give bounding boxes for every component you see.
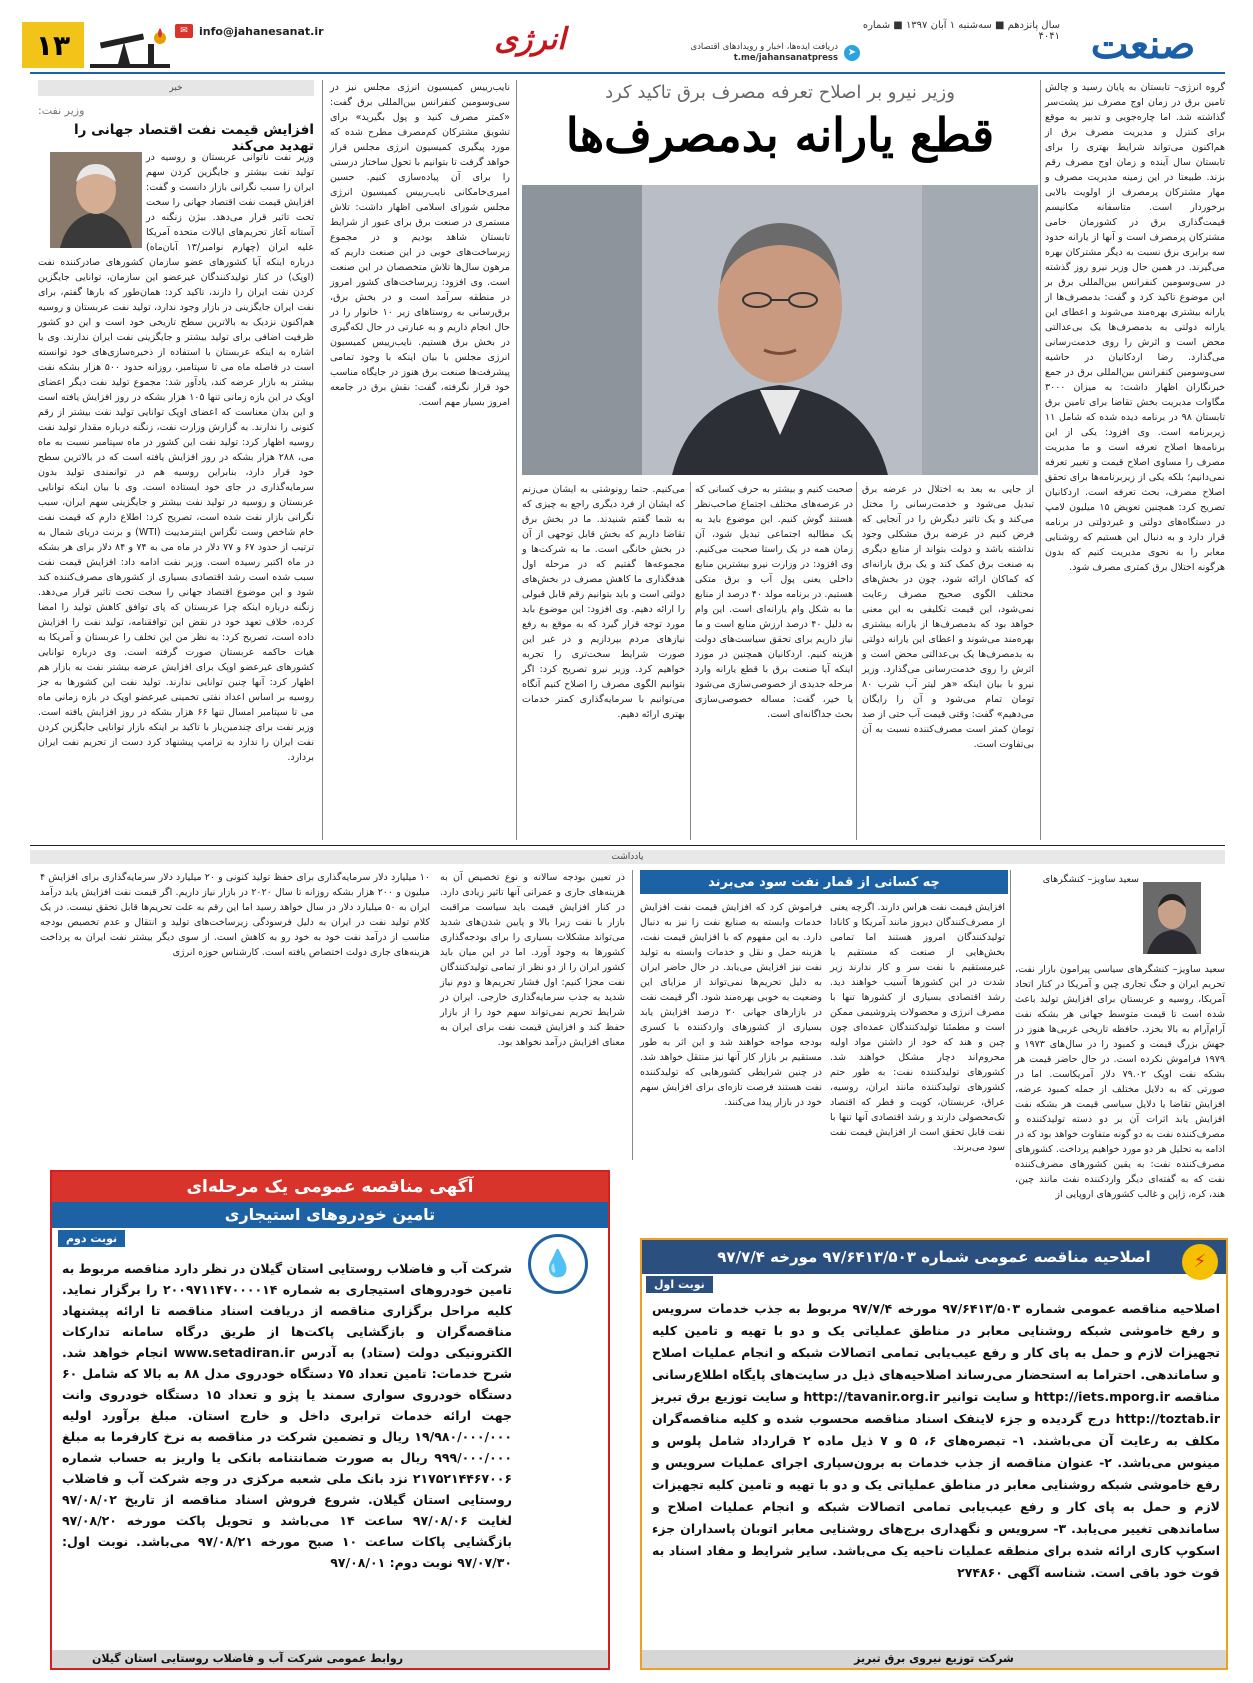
editorial-author: سعید ساویز– کنشگر‌های bbox=[1042, 874, 1139, 885]
ad-gilan-footer: روابط عمومی شرکت آب و فاضلاب روستایی استان گیلان bbox=[52, 1650, 608, 1668]
lead-column-4: می‌کنیم. حتما رونوشتی به ایشان می‌زنم که ایشان از فرد دیگری راجع به چیزی که به شما گفتم شنیدند. ما در بخش برق تقاضا داریم که بخش قابل توجهی از آن در بخش خانگی است. ما به شرکت‌ها و مجموعه‌ها گفتیم که در مرحله اول هدفگذاری ما کاهش مصرف در بخش‌های دولتی است و باید بتوانیم رقم قابل قبولی را ارائه دهیم. وی افزود: این موضوع باید مورد توجه قرار گیرد که به موقع به رفع نیازهای مردم بپردازیم و در غیر این صورت شرایط سخت‌تری را تجربه خواهیم کرد. وزیر نیرو تصریح کرد: اگر بتوانیم الگوی مصرف را اصلاح کنیم آنگاه می‌توانیم با سرمایه‌گذاری کمتر خدمات بهتری ارائه دهیم. bbox=[522, 484, 685, 720]
masthead-logo bbox=[1058, 18, 1228, 70]
lead-headline: قطع یارانه بدمصرف‌ها bbox=[565, 108, 995, 162]
email-text[interactable]: info@jahanesanat.ir bbox=[199, 24, 324, 38]
ad-gilan-subheading: تامین خودروهای استیجاری bbox=[52, 1202, 608, 1228]
lead-column-3: صحبت کنیم و بیشتر به حرف کسانی که در عرصه‌های مختلف اجتماع صاحب‌نظر هستند گوش کنیم. این موضوع باید به یک مطالبه اجتماعی تبدیل شود، آن زمان همه در یک راستا صحبت می‌کنیم. وی افزود: در وزارت نیرو بیشترین منابع داخلی یعنی پول آب و برق متکی هستیم. در برنامه مولد ۴۰ درصد از منابع ما به شکل وام یارانه‌ای است. این وام به دلیل ۴۰ درصد ارزش منابع است و ما نیاز داریم برای تحقق سیاست‌های دولت هزینه کنیم. اردکانیان همچنین در مورد اینکه آیا صنعت برق با قطع یارانه وارد مرحله جدیدی از خصوصی‌سازی می‌شود یا خیر، گفت: مساله خصوصی‌سازی بحث جداگانه‌ای است. bbox=[695, 484, 854, 720]
mail-icon: ✉ bbox=[175, 24, 193, 38]
minister-photo bbox=[522, 185, 1038, 475]
sidebar-body bbox=[38, 150, 314, 840]
telegram-promo[interactable] bbox=[680, 42, 860, 64]
editorial-column-2: افزایش قیمت نفت هراس دارند. اگرچه یعنی از مصرف‌کنندگان دیروز مانند آمریکا و کانادا تولیدکنندگان امروز هستند اما تمامی بخش‌هایی از صنعت که مستقیم یا غیرمستقیم با نفت سر و کار ندارند زیر شدت در این کشورها آسیب خواهند دید. رشد اقتصادی بسیاری از کشورها تنها با مصرف انرژی و محصولات پتروشیمی ممکن است و مطمئنا تولیدکنندگان عمده‌ای چون چین و هند که خود از داشتن مواد اولیه محروم‌اند دچار مشکل خواهند شد. کشورهای تولیدکننده نفت: به طور حتم کشورهای تولیدکننده مانند ایران، روسیه، عراق، عربستان، کویت و قطر که اقتصاد تک‌محصولی دارند و رشد اقتصادی آنها تنها با نفت قابل تحقق است از افزایش قیمت نفت سود می‌برند. bbox=[830, 902, 1005, 1153]
electric-company-logo-icon: ⚡ bbox=[1182, 1244, 1218, 1280]
telegram-icon: ➤ bbox=[844, 45, 860, 61]
lead-column-1: گروه انرژی– تابستان به پایان رسید و چالش تامین برق در زمان اوج مصرف نیز پشت‌سر گذاشته شد. اما چاره‌جویی و تدبیر به موقع برای کنترل و مدیریت مصرف برق از هم‌اکنون می‌تواند شرایط بهتری را برای تابستان سال آینده و زمان اوج مصرف رقم بزند. طبیعتا در این زمینه مدیریت مصرف و مهار مشترکان پرمصرف از اولویت بالایی برخوردار است. متاسفانه مکانیسم قیمت‌گذاری برق در کشورمان حامی مشترکان پرمصرف است و آنها از یارانه حدود سه برابری برق نسبت به دیگر مشترکان بهره می‌گیرند. در همین حال وزیر نیرو روز گذشته در سی‌وسومین کنفرانس بین‌المللی برق بر این موضوع تاکید کرد و گفت: بدمصرف‌ها از یارانه بیشتری بهره‌مند می‌شوند و اعطای این یارانه دولتی به بدمصرف‌ها یک بی‌عدالتی محض است و اثرش را روی خدمت‌رسانی می‌گذارد. رضا اردکانیان در حاشیه سی‌وسومین کنفرانس بین‌المللی برق در جمع خبرنگاران اظهار داشت: به میزان ۳۰۰۰ مگاوات مدیریت بخش تقاضا برای تامین برق تابستان ۹۸ در برنامه دیده شده که شامل ۱۱ زیربرنامه است. وی افزود: یکی از این برنامه‌ها اصلاح تعرفه است و ما مدیریت مصرف را مساوی اصلاح قیمت و تغییر تعرفه نمی‌دانیم؛ بلکه یکی از زیربرنامه‌ها برای تحقق اصلاح مصرف، بحث تعرفه است. اردکانیان تصریح کرد: همچنین تعویض ۱۵ میلیون لامپ در دستگاه‌های دولتی و غیردولتی در برنامه قرار دارد و به دنبال این هستیم که روشنایی معابر را به نحوی مدیریت کنیم که بدون هرگونه اختلال برق کمتری مصرف شود. bbox=[1045, 82, 1225, 573]
sidebar-kicker: وزیر نفت: bbox=[38, 104, 85, 117]
tender-ad-tabriz[interactable] bbox=[640, 1238, 1228, 1670]
lead-column-2: از جایی به بعد به اختلال در عرضه برق تبدیل می‌شود و خدمت‌رسانی را مختل می‌کند و یک تاثیر دیگرش را در آنجایی که فرض کنیم در عرضه برق مشکلی وجود نداشته باشد و دولت بتواند از منابع دیگری به صنعت برق کمک کند و یک برق یارانه‌ای که کماکان ارائه شود، چون در بخش‌های مختلف الگوی صحیح مصرف رعایت نمی‌شود، این قیمت تکلیفی به این معنی خواهد بود که بدمصرف‌ها از یارانه بیشتری بهره‌مند می‌شوند و اعطای این یارانه دولتی به بدمصرف‌ها یک بی‌عدالتی محض است و اثرش را روی خدمت‌رسانی می‌گذارد. وزیر نیرو با بیان اینکه «هر لیتر آب شرب ۸۰ تومان تمام می‌شود و آن را رایگان می‌دهیم» گفت: وقتی قیمت آب حتی از صد تومان کمتر است مصرف‌کننده نسبت به آن بی‌تفاوت است. bbox=[862, 484, 1034, 750]
editorial-label: یادداشت bbox=[30, 850, 1225, 864]
issue-meta: سال پانزدهم ■ سه‌شنبه ۱ آبان ۱۳۹۷ ■ شماره ۴۰۴۱ bbox=[862, 20, 1060, 42]
tender-ad-gilan[interactable] bbox=[50, 1170, 610, 1670]
lead-column-5: نایب‌رییس کمیسیون انرژی مجلس نیز در سی‌وسومین کنفرانس بین‌المللی برق گفت: «کمتر مصرف کنید و پول بگیرید» برای تشویق مشترکان کم‌مصرف مطرح شده که مورد پیگیری کمیسیون انرژی مجلس قرار خواهد گرفت تا بتوانیم با تحول ساختار درستی را برای آن پیاده‌سازی کنیم. حسین امیری‌خامکانی نایب‌رییس کمیسیون انرژی مجلس شورای اسلامی اظهار داشت: تلاش مستمری در صنعت برق برای عبور از شرایط تابستان شاهد بودیم و در مجموع زیرساخت‌های خوبی در این صنعت داریم که مرهون سال‌ها تلاش متخصصان در این صنعت است. وی افزود: زیرساخت‌های کشور امروز در منطقه سرآمد است و در بخش برق، برق‌رسانی به روستاهای زیر ۱۰ خانوار را در حال انجام داریم و به عبارتی در حال لکه‌گیری در بخش برق هستیم. نایب‌رییس کمیسیون انرژی مجلس با بیان اینکه با وجود تمامی پیشرفت‌ها صنعت برق هنوز در جایگاه مناسب خود قرار نگرفته، گفت: نقش برق در جامعه امروز بسیار مهم است. bbox=[330, 82, 510, 408]
ad-gilan-body: شرکت آب و فاضلاب روستایی استان گیلان در نظر دارد مناقصه مربوط به تامین خودروهای استیجاری به شماره ۲۰۰۹۷۱۱۴۷۰۰۰۰۱۴ را برگزار نماید. کلیه مراحل برگزاری مناقصه از دریافت اسناد مناقصه تا ارائه پیشنهاد مناقصه‌گران و بازگشایی پاکت‌ها از طریق درگاه سامانه تدارکات الکترونیکی دولت (ستاد) به آدرس www.setadiran.ir انجام خواهد شد. شرح خدمات: تامین تعداد ۷۵ دستگاه خودروی مدل ۸۸ به بالا که شامل ۶۰ دستگاه خودروی سواری سمند یا پژو و تعداد ۱۵ دستگاه خودروی وانت جهت ارائه خدمات ترابری داخل و خارج استان. مبلغ برآورد اولیه ۱۹/۹۸۰/۰۰۰/۰۰۰ ریال و تضمین شرکت در مناقصه به نرخ کارفرما به مبلغ ۹۹۹/۰۰۰/۰۰۰ ریال به صورت ضمانتنامه بانکی یا واریز به حساب شماره ۲۱۷۵۲۱۴۴۶۷۰۰۶ نزد بانک ملی شعبه مرکزی در وجه شرکت آب و فاضلاب روستایی استان گیلان. شروع فروش اسناد مناقصه از تاریخ ۹۷/۰۸/۰۲ لغایت ۹۷/۰۸/۰۶ ساعت ۱۴ می‌باشد و تحویل پاکت مورخه ۹۷/۰۸/۲۰ بازگشایی پاکات ساعت ۱۰ صبح مورخه ۹۷/۰۸/۲۱ می‌باشد. نوبت اول: ۹۷/۰۷/۳۰ نوبت دوم: ۹۷/۰۸/۰۱ bbox=[62, 1261, 512, 1570]
logo-text: صنعت bbox=[1090, 20, 1196, 68]
ad-tabriz-heading: اصلاحیه مناقصه عمومی شماره ۹۷/۶۴۱۳/۵۰۳ مورخه ۹۷/۷/۴ bbox=[642, 1240, 1226, 1274]
editorial-title: چه کسانی از قمار نفت سود می‌برند bbox=[640, 870, 1008, 894]
telegram-link[interactable]: t.me/jahansanatpress bbox=[733, 53, 838, 63]
editorial-column-4: در تعیین بودجه سالانه و نوع تخصیص آن به هزینه‌های جاری و عمرانی آنها تاثیر زیادی دارد. در کنار افزایش قیمت باید سیاست مراقبت بازار با نفت زیرا بالا و پایین شدن‌های شدید می‌تواند مشکلات بسیاری را برای بودجه‌گذاری کشورها به وجود آورد. اما در این میان باید کشور ایران را از دو نظر از تمامی تولیدکنندگان نفت مجزا کنیم: اول فشار تحریم‌ها و دوم نیاز شدید به جذب سرمایه‌گذاری خارجی. ایران در شرایط تحریم نمی‌تواند سهم خود را از بازار حفظ کند و افزایش قیمت نفت برای ایران به معنای افزایش درآمد نخواهد بود. bbox=[440, 872, 625, 1048]
lead-kicker: وزیر نیرو بر اصلاح تعرفه مصرف برق تاکید کرد bbox=[605, 82, 955, 103]
news-tag: خبر bbox=[38, 80, 314, 96]
section-title: انرژی bbox=[494, 22, 566, 57]
ad-gilan-heading: آگهی مناقصه عمومی یک مرحله‌ای bbox=[52, 1172, 608, 1202]
water-drop-icon: 💧 bbox=[528, 1234, 588, 1294]
ad-tabriz-footer: شرکت توزیع نیروی برق تبریز bbox=[642, 1650, 1226, 1668]
page-number: ۱۳ bbox=[22, 22, 84, 68]
ad-tabriz-body: اصلاحیه مناقصه عمومی شماره ۹۷/۶۴۱۳/۵۰۳ مورخه ۹۷/۷/۴ مربوط به جذب خدمات سرویس و رفع خاموشی شبکه روشنایی معابر در مناطق عملیاتی یک و دو با تهیه و تامین کلیه تجهیزات لازم و حمل به پای کار و رفع عیب‌یابی تمامی اتصالات شبکه و انجام عملیات اصلاح و ساماندهی. احتراما به استحضار می‌رساند اصلاحیه‌های ذیل در سایت‌های پایگاه اطلاع‌رسانی مناقصه http://iets.mporg.ir و سایت توانیر http://tavanir.org.ir و سایت توزیع برق تبریز http://toztab.ir درج گردیده و جزء لاینفک اسناد مناقصه محسوب شده و کلیه مناقصه‌گران مکلف به رعایت آن می‌باشند. ۱- تبصره‌های ۶، ۵ و ۷ ذیل ماده ۲ قرارداد شامل پلوس و مینوس می‌باشد. ۲- عنوان مناقصه از جذب خدمات به برون‌سپاری اجرای عملیات سرویس و رفع خاموشی شبکه روشنایی معابر در مناطق عملیاتی یک و دو با تهیه و تامین کلیه تجهیزات لازم و حمل به پای کار و رفع عیب‌یابی تمامی اتصالات شبکه و انجام عملیات اصلاح و ساماندهی تغییر می‌یابد. ۳- سرویس و نگهداری برج‌های روشنایی معابر اتوبان پاسداران جزء اسکوپ کاری ارائه شده برای منطقه عملیات ناحیه یک می‌باشد. سایر شرایط و مفاد اسناد به قوت خود باقی است. شناسه آگهی ۲۷۴۸۶۰ bbox=[652, 1301, 1221, 1580]
author-photo bbox=[1143, 882, 1201, 954]
ad-gilan-round-badge: نوبت دوم bbox=[58, 1230, 125, 1247]
editorial-column-5: ۱۰ میلیارد دلار سرمایه‌گذاری برای حفظ تولید کنونی و ۲۰ میلیارد دلار سرمایه‌گذاری برای افزایش ۴ میلیون و ۲۰۰ هزار بشکه روزانه تا سال ۲۰۲۰ در بازار نیاز داریم. اگر قیمت نفت افزایش یابد درآمد ایران به ۵۰ میلیارد دلار در سال خواهد رسید اما این رقم به علت تحریم‌ها قابل تحقق نیست. در یک کلام تولید نفت در ایران به دلیل فرسودگی زیرساخت‌های تولید و انتقال و عدم تخصیص بودجه مناسب از درآمد نفت خود به خود رو به کاهش است. از سوی دیگر بیشتر نفت ایران به پرداخت هزینه‌های جاری دولت اختصاص یافته است. کارشناس حوزه انرژی bbox=[40, 872, 430, 958]
editorial-column-3: فراموش کرد که افزایش قیمت نفت افزایش خدمات وابسته به صنایع نفت را نیز به دنبال دارد. به این مفهوم که با افزایش قیمت نفت، هزینه حمل و نقل و خدمات وابسته به تولید نفت نیز افزایش می‌یابد. در حال حاضر ایران به دلیل تحریم‌ها نمی‌تواند از مزایای این وضعیت به خوبی بهره‌مند شود. اگر قیمت نفت در بازارهای جهانی ۲۰ درصد افزایش یابد بسیاری از کشورهای واردکننده با کسری بودجه مواجه خواهند شد و این اثر به طور مستقیم بر بازار کار آنها نیز منتقل خواهد شد. در چنین شرایطی کشورهایی که تولیدکننده نفت هستند فرصت تازه‌ای برای افزایش سهم خود در بازار پیدا می‌کنند. bbox=[640, 902, 823, 1108]
sidebar-body-text: وزیر نفت ناتوانی عربستان و روسیه در تولید نفت بیشتر و جایگزین کردن سهم ایران را سبب نگرانی بازار دانست و گفت: افزایش قیمت نفت اقتصاد جهانی را سخت تحت تاثیر قرار می‌دهد. بیژن زنگنه در آستانه آغاز تحریم‌های ایالات متحده آمریکا علیه ایران (چهارم نوامبر/۱۳ آبان‌ماه) درباره اینکه آیا کشورهای عضو سازمان کشورهای صادرکننده نفت (اوپک) در کنار تولیدکنندگان غیرعضو این سازمان، توانایی جایگزین کردن نفت ایران را دارند، تاکید کرد: همان‌طور که بارها گفتم، برای نفت ایران جایگزینی در بازار وجود ندارد، تولید نفت عربستان و روسیه هم‌اکنون نزدیک به بالاترین سطح تاریخی خود است و این دو کشور ظرفیت اضافی برای تولید بیشتر و جایگزینی نفت ایران ندارند. وی با اشاره به اینکه عربستان با استفاده از ذخیره‌سازی‌های خود توانسته است در فاصله ماه می تا سپتامبر، روزانه حدود ۵۰۰ هزار بشکه نفت بیشتر به بازار عرضه کند، یادآور شد: مجموع تولید نفت دیگر اعضای اوپک در این بازه زمانی تنها ۱۰۵ هزار بشکه در روز افزایش یافته است و این بدان معناست که اعضای اوپک توانایی تولید نفت بیشتر از رقم کنونی را ندارند. به گزارش وزارت نفت، زنگنه درباره مقدار تولید نفت روسیه اظهار کرد: تولید نفت این کشور در ماه سپتامبر نسبت به ماه می، ۲۸۸ هزار بشکه در روز افزایش یافته است که در بالاترین سطح خود قرار دارد، بنابراین روسیه هم در توانمندی تولید بدون سرمایه‌گذاری در جای خود ایستاده است. وی با بیان اینکه توانایی عربستان و روسیه در تولید نفت بیشتر و جایگزینی سهم ایران، سبب نگرانی بازار نفت شده است، تصریح کرد: اطلاع دارم که قیمت نفت خام شاخص وست تگزاس اینترمدییت (WTI) و برنت دریای شمال به ترتیب از حدود ۶۷ و ۷۷ دلار در ماه می به ۷۴ و ۸۴ دلار برای هر بشکه در ماه اکتبر رسیده است. وزیر نفت ادامه داد: افزایش قیمت نفت سبب شده است رشد اقتصادی بسیاری از کشورهای مصرف‌کننده کند شود و این موضوع اقتصاد جهانی را سخت تحت تاثیر قرار می‌دهد. زنگنه درباره اینکه چرا عربستان که پای توافق کاهش تولید را امضا کرده، خلاف تعهد خود در نقض این توافقنامه، تولید نفت را افزایش داده است، تصریح کرد: به نظر من این تخلف را عربستان و آمریکا به هیات حاکمه عربستان صورت گرفته است. وی درباره توانایی کشورهای غیرعضو اوپک برای افزایش عرضه بیشتر نفت به بازار هم اظهار کرد: آنها چنین توانایی ندارند. تولید نفت این کشورها به جز روسیه بر اساس اعداد نفتی تخمینی غیرعضو اوپک در بازه زمانی ماه می تا سپتامبر امسال تنها ۶۶ هزار بشکه در روز افزایش یافته است. وزیر نفت برای چندمین‌بار با تاکید بر اینکه بازار توانایی جایگزین کردن نفت ایران را ندارد به ترامپ پیشنهاد کرد دست از تحریم نفت ایران بردارد. bbox=[38, 152, 315, 763]
telegram-caption: دریافت ایده‌ها، اخبار و رویدادهای اقتصادی bbox=[690, 42, 838, 52]
contact-email[interactable] bbox=[175, 24, 324, 38]
editorial-column-1: سعید ساویز– کنشگرهای سیاسی پیرامون بازار نفت، تحریم ایران و جنگ تجاری چین و آمریکا در کنار اتحاد آمریکا، روسیه و عربستان برای افزایش تولید باعث شده است تا قیمت متوسط جهانی هر بشکه نفت آرام‌آرام به بالا بخزد. حافظه تاریخی غربی‌ها هنوز در جهش بزرگ قیمت و کمبود را در سال‌های ۱۹۷۳ و ۱۹۷۹ فراموش نکرده است. در حال حاضر قیمت هر بشکه نفت اوپک ۷۹.۰۲ دلار آمریکاست. اما در صورتی که به دلایل مختلف از جمله کمبود عرضه، افزایش تقاضا یا دلایل سیاسی قیمت هر بشکه نفت افزایش یابد اثرات آن بر دو دسته تولیدکننده و مصرف‌کننده نفت به دو گونه متفاوت خواهد بود که در ادامه به تحلیل هر دو مورد خواهیم پرداخت. کشورهای مصرف‌کننده نفت: به یقین کشورهای مصرف‌کننده نفت که به گفته‌ای دیگر واردکننده نفت مانند چین، هند، کره، ژاپن و غالب کشورهای اروپایی از bbox=[1015, 964, 1226, 1200]
sidebar-headline: افزایش قیمت نفت اقتصاد جهانی را تهدید می‌کند bbox=[73, 122, 314, 154]
ad-tabriz-round-badge: نوبت اول bbox=[646, 1276, 713, 1293]
oil-pump-icon bbox=[90, 24, 170, 70]
